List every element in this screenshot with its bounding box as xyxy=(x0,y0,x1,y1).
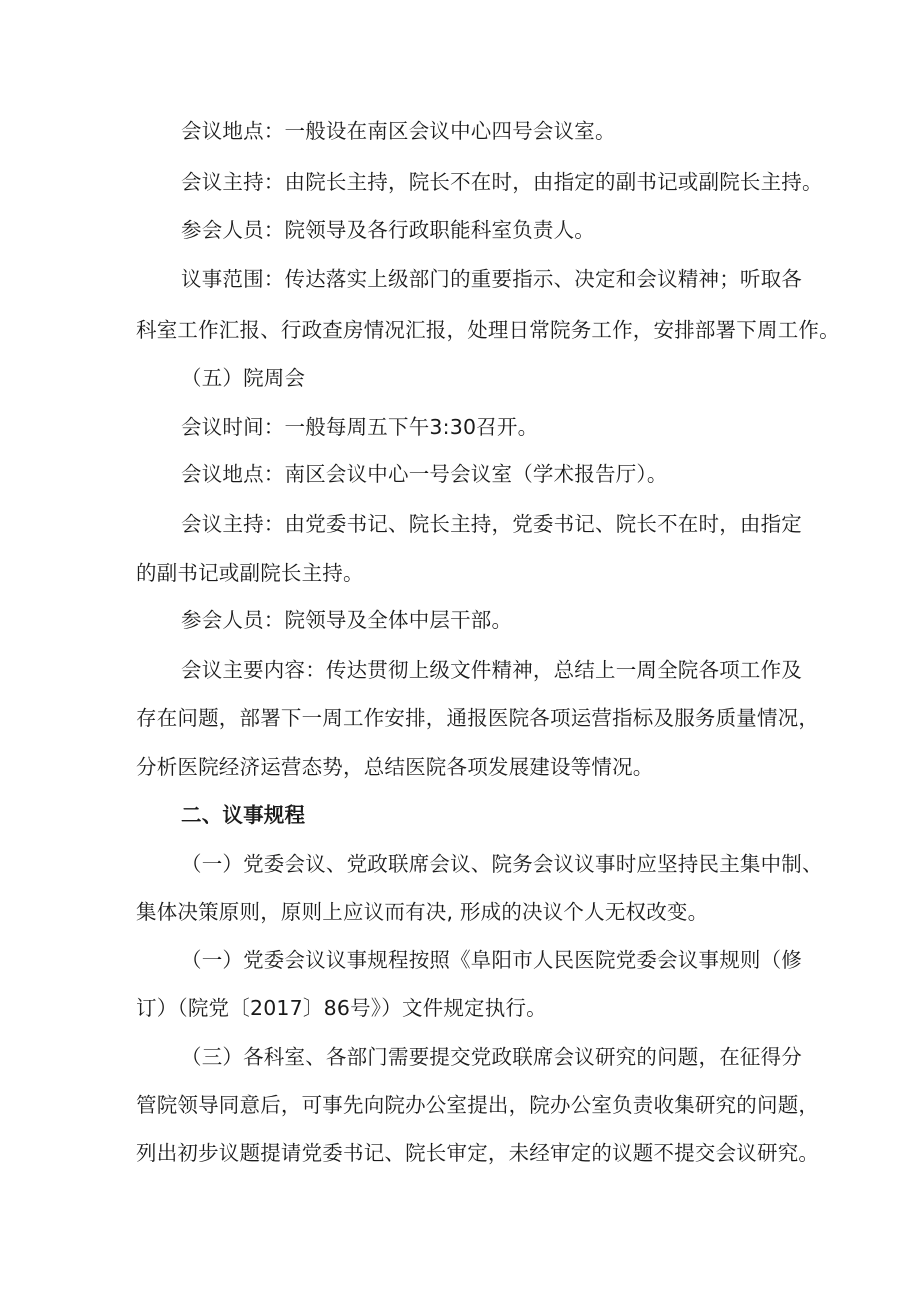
paragraph-attendees: 参会人员：院领导及各行政职能科室负责人。 xyxy=(181,218,595,242)
paragraph-rule-2-line-1: （一）党委会议议事规程按照《阜阳市人民医院党委会议事规则（修 xyxy=(181,948,802,972)
paragraph-weekly-host-line-1: 会议主持：由党委书记、院长主持，党委书记、院长不在时，由指定 xyxy=(181,512,802,536)
paragraph-rule-1-line-2: 集体决策原则，原则上应议而有决, 形成的决议个人无权改变。 xyxy=(136,900,709,924)
section-heading-procedures: 二、议事规程 xyxy=(181,803,306,827)
paragraph-meeting-host: 会议主持：由院长主持，院长不在时，由指定的副书记或副院长主持。 xyxy=(181,170,823,194)
paragraph-weekly-attendees: 参会人员：院领导及全体中层干部。 xyxy=(181,608,513,632)
paragraph-weekly-host-line-2: 的副书记或副院长主持。 xyxy=(136,561,364,585)
paragraph-rule-3-line-1: （三）各科室、各部门需要提交党政联席会议研究的问题，在征得分 xyxy=(181,1045,802,1069)
paragraph-scope-line-1: 议事范围：传达落实上级部门的重要指示、决定和会议精神；听取各 xyxy=(181,267,802,291)
paragraph-rule-3-line-2: 管院领导同意后，可事先向院办公室提出，院办公室负责收集研究的问题， xyxy=(136,1093,820,1117)
paragraph-rule-3-line-3: 列出初步议题提请党委书记、院长审定，未经审定的议题不提交会议研究。 xyxy=(136,1141,820,1165)
paragraph-weekly-time: 会议时间：一般每周五下午3:30召开。 xyxy=(181,415,539,439)
section-heading-weekly-meeting: （五）院周会 xyxy=(181,366,306,390)
paragraph-weekly-location: 会议地点：南区会议中心一号会议室（学术报告厅）。 xyxy=(181,462,668,486)
paragraph-weekly-content-line-3: 分析医院经济运营态势，总结医院各项发展建设等情况。 xyxy=(136,755,654,779)
paragraph-weekly-content-line-2: 存在问题，部署下一周工作安排，通报医院各项运营指标及服务质量情况， xyxy=(136,706,820,730)
paragraph-rule-1-line-1: （一）党委会议、党政联席会议、院务会议议事时应坚持民主集中制、 xyxy=(181,852,823,876)
paragraph-scope-line-2: 科室工作汇报、行政查房情况汇报，处理日常院务工作，安排部署下周工作。 xyxy=(136,318,840,342)
paragraph-weekly-content-line-1: 会议主要内容：传达贯彻上级文件精神，总结上一周全院各项工作及 xyxy=(181,658,802,682)
paragraph-rule-2-line-2: 订）（院党〔2017〕86号》）文件规定执行。 xyxy=(136,996,547,1020)
paragraph-meeting-location: 会议地点：一般设在南区会议中心四号会议室。 xyxy=(181,119,616,143)
